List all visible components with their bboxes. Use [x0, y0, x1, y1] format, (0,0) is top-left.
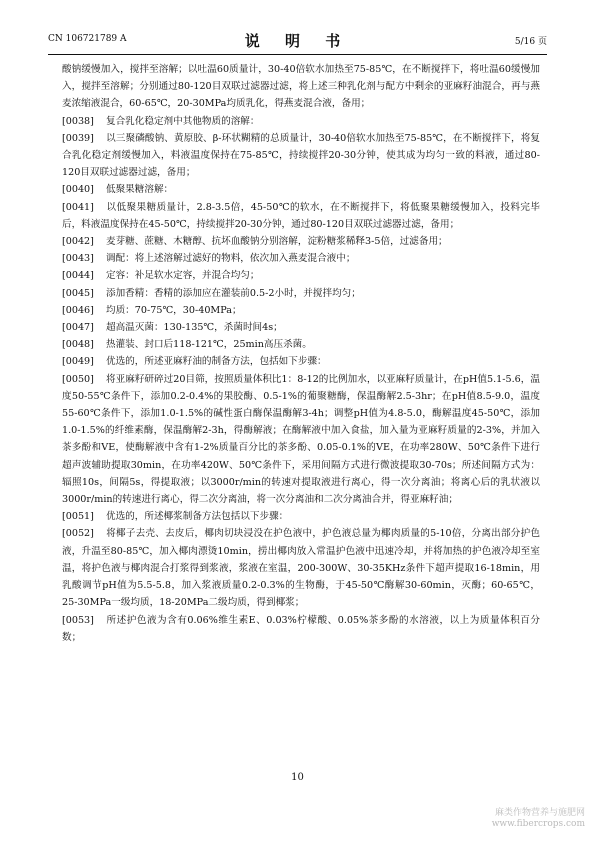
paragraph-text: 添加香精：香精的添加应在灌装前0.5-2小时，并搅拌均匀；	[106, 287, 361, 299]
document-title: 说 明 书	[244, 32, 351, 50]
paragraph-number: [0038]	[62, 115, 94, 127]
paragraph	[62, 285, 540, 302]
paragraph-number: [0039]	[62, 132, 94, 144]
paragraph	[62, 612, 540, 646]
paragraph-list	[62, 113, 540, 646]
paragraph-text: 以低聚果糖质量计，2.8-3.5倍，45-50℃的软水，在不断搅拌下，将低聚果糖缓慢加入，投料完毕后，料液温度保持在45-50℃，持续搅拌20-30分钟，通过80-120目双联过滤器过滤，备用；	[62, 201, 540, 230]
paragraph-text: 超高温灭菌：130-135℃，杀菌时间4s；	[106, 322, 283, 334]
header-divider	[48, 54, 547, 55]
paragraph-text: 麦芽糖、蔗糖、木糖醇、抗坏血酸钠分别溶解，淀粉糖浆稀释3-5倍，过滤备用；	[106, 236, 448, 248]
paragraph	[62, 233, 540, 250]
page-number: 10	[291, 772, 304, 783]
paragraph	[62, 250, 540, 267]
paragraph-number: [0047]	[62, 322, 94, 334]
paragraph-number: [0044]	[62, 270, 94, 282]
paragraph-number: [0049]	[62, 356, 94, 368]
page-header	[48, 30, 547, 50]
continuation-paragraph: 酸钠缓慢加入，搅拌至溶解；以吐温60质量计，30-40倍软水加热至75-85℃，在不断搅拌下，将吐温60缓慢加入，搅拌至溶解；分别通过80-120目双联过滤器过滤，将上述三种乳化剂与配方中剩余的亚麻籽油混合，再与燕麦浓缩液混合，60-65℃，20-30MPa均质乳化，得燕麦混合液，备用；	[62, 64, 540, 110]
paragraph-number: [0051]	[62, 511, 94, 523]
paragraph-number: [0052]	[62, 528, 94, 540]
paragraph-text: 热灌装、封口后118-121℃，25min高压杀菌。	[106, 339, 312, 351]
paragraph-number: [0050]	[62, 373, 94, 385]
paragraph-text: 以三聚磷酸钠、黄原胶、β-环状糊精的总质量计，30-40倍软水加热至75-85℃，在不断搅拌下，将复合乳化稳定剂缓慢加入，料液温度保持在75-85℃，持续搅拌20-30分钟，使其成为均匀一致的料液，通过80-120目双联过滤器过滤，备用；	[62, 132, 540, 179]
paragraph	[62, 130, 540, 182]
patent-number: CN 106721789 A	[48, 34, 127, 44]
document-body	[62, 61, 540, 646]
paragraph	[62, 199, 540, 233]
paragraph	[62, 353, 540, 370]
paragraph-number: [0043]	[62, 253, 94, 265]
paragraph	[62, 371, 540, 509]
paragraph-number: [0045]	[62, 287, 94, 299]
paragraph-number: [0046]	[62, 304, 94, 316]
paragraph-text: 均质：70-75℃，30-40MPa；	[106, 304, 242, 316]
paragraph-text: 将亚麻籽研碎过20目筛，按照质量体积比1：8-12的比例加水，以亚麻籽质量计，在pH值5.1-5.6，温度50-55℃条件下，添加0.2-0.4%的果胶酶、0.5-1%的葡聚糖酶，保温酶解2.5-3hr；在pH值8.5-9.0，温度55-60℃条件下，添加1.0-1.5%的碱性蛋白酶保温酶解3-4h；调整pH值为4.8-5.0，酶解温度45-50℃，添加1.0-1.5%的纤维素酶，保温酶解2-3h，得酶解液；在酶解液中加入食盐，加入量为亚麻籽质量的2-3%，并加入茶多酚和VE，使酶解液中含有1-2%质量百分比的茶多酚、0.05-0.1%的VE，在功率280W、50℃条件下进行超声波辅助提取30min，在功率420W、50℃条件下，采用间隔方式进行微波提取30-70s；所述间隔方式为：辐照10s，间隔5s，得提取液；以3000r/min的转速对提取液进行离心，得一次分离油；将离心后的乳状液以3000r/min的转速进行离心，得二次分离油，将一次分离油和二次分离油合并，得亚麻籽油；	[62, 373, 540, 506]
page-indicator: 5/16 页	[514, 37, 547, 47]
paragraph	[62, 181, 540, 198]
paragraph	[62, 267, 540, 284]
paragraph	[62, 508, 540, 525]
paragraph	[62, 525, 540, 611]
paragraph-number: [0041]	[62, 201, 94, 213]
watermark	[492, 808, 585, 830]
watermark-title: 麻类作物营养与施肥网	[494, 808, 585, 818]
paragraph-text: 优选的，所述亚麻籽油的制备方法，包括如下步骤：	[106, 356, 327, 368]
paragraph-text: 复合乳化稳定剂中其他物质的溶解：	[106, 115, 260, 127]
paragraph-text: 低聚果糖溶解：	[106, 184, 174, 196]
paragraph-number: [0053]	[62, 614, 94, 626]
paragraph-text: 调配：将上述溶解过滤好的物料，依次加入燕麦混合液中；	[106, 253, 356, 265]
paragraph	[62, 302, 540, 319]
paragraph	[62, 113, 540, 130]
paragraph	[62, 319, 540, 336]
paragraph-text: 将椰子去壳、去皮后，椰肉切块浸没在护色液中，护色液总量为椰肉质量的5-10倍，分离出部分护色液，升温至80-85℃，加入椰肉漂烫10min，捞出椰肉放入常温护色液中迅速冷却，并将加热的护色液冷却至室温，将护色液与椰肉混合打浆得到浆液，浆液在室温，200-300W、30-35KHz条件下超声提取16-18min，用乳酸调节pH值为5.5-5.8，加入浆液质量0.2-0.3%的生物酶，于45-50℃酶解30-60min，灭酶；60-65℃，25-30MPa一级均质，18-20MPa二级均质，得到椰浆；	[62, 528, 540, 609]
paragraph	[62, 336, 540, 353]
paragraph-number: [0048]	[62, 339, 94, 351]
paragraph-number: [0040]	[62, 184, 94, 196]
paragraph-number: [0042]	[62, 236, 94, 248]
paragraph-text: 定容：补足软水定容，并混合均匀；	[106, 270, 260, 282]
paragraph-text: 优选的，所述椰浆制备方法包括以下步骤：	[106, 511, 289, 523]
paragraph-text: 所述护色液为含有0.06%维生素E、0.03%柠檬酸、0.05%茶多酚的水溶液，以上为质量体积百分数；	[62, 614, 540, 643]
watermark-url: www.fibercrops.com	[491, 819, 585, 829]
